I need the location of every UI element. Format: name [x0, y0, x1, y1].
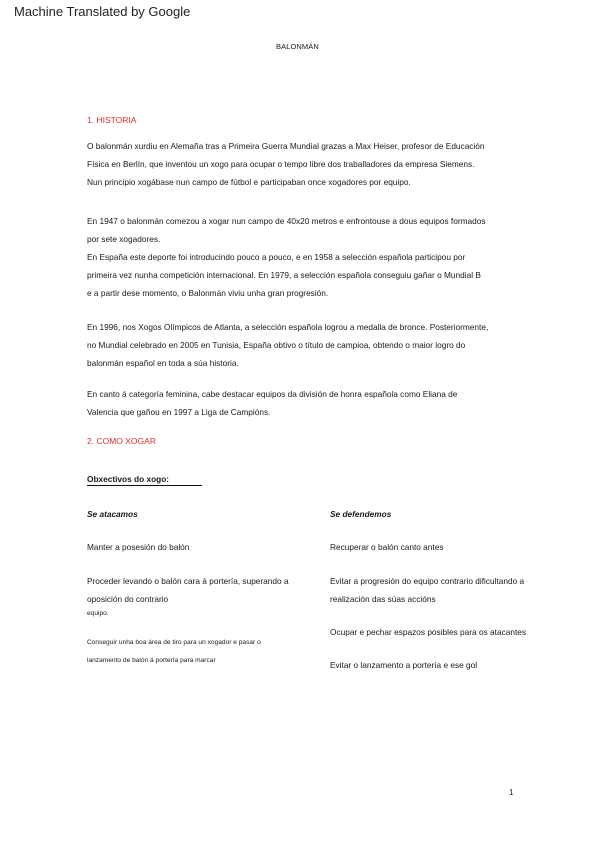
paragraph-line: En 1947 o balonmán comezou a xogar nun campo de 40x20 metros e enfrontouse a dous equipos formados	[87, 216, 486, 226]
paragraph-women	[87, 385, 457, 421]
defend-item-line: Evitar a progresión do equipo contrario dificultando a	[330, 576, 525, 586]
paragraph-development	[87, 212, 486, 302]
attack-item-shooting	[87, 634, 261, 670]
attack-item-line: oposición do contrario	[87, 594, 169, 604]
document-title: BALONMÁN	[276, 42, 319, 51]
defend-item-occupy-spaces: Ocupar e pechar espazos posibles para os atacantes	[330, 627, 527, 637]
paragraph-olympics	[87, 318, 488, 372]
defend-item-prevent-shot: Evitar o lanzamento a portería e ese gol	[330, 660, 478, 670]
defend-item-line: realización das súas accións	[330, 594, 436, 604]
paragraph-line: Nun principio xogábase nun campo de fútbol e participaban once xogadores por equipo.	[87, 177, 411, 187]
defend-column-heading: Se defendemos	[330, 509, 392, 519]
attack-item-advance-tail: equipo.	[87, 610, 109, 617]
attack-item-line: lanzamento de balón á portería para marcar	[87, 657, 216, 664]
paragraph-line: O balonmán xurdiu en Alemaña tras a Primeira Guerra Mundial grazas a Max Heiser, profesor de Educación	[87, 141, 485, 151]
paragraph-line: primeira vez nunha competición internacional. En 1979, a selección española conseguiu gañar o Mundial B	[87, 270, 481, 280]
paragraph-line: e a partir dese momento, o Balonmán viviu unha gran progresión.	[87, 288, 329, 298]
page-number: 1	[509, 788, 514, 797]
paragraph-line: En canto á categoría feminina, cabe destacar equipos da división de honra española como Eliana de	[87, 389, 458, 399]
objectives-label: Obxectivos do xogo:	[87, 474, 170, 484]
paragraph-line: Física en Berlín, que inventou un xogo para ocupar o tempo libre dos traballadores da empresa Siemens.	[87, 159, 475, 169]
paragraph-line: por sete xogadores.	[87, 234, 161, 244]
paragraph-line: En España este deporte foi introducindo pouco a pouco, e en 1958 a selección española participou por	[87, 252, 466, 262]
attack-item-line: Conseguir unha boa área de tiro para un xogador e pasar o	[87, 639, 261, 646]
paragraph-line: En 1996, nos Xogos Olímpicos de Atlanta, a selección española logrou a medalla de bronce. Posteriormente,	[87, 322, 489, 332]
objectives-underline	[87, 485, 202, 486]
section-heading-como-xogar: 2. COMO XOGAR	[87, 436, 156, 446]
defend-item-block-progress	[330, 572, 524, 608]
paragraph-line: balonmán español en toda a súa historia.	[87, 358, 239, 368]
attack-item-advance	[87, 572, 289, 608]
paragraph-line: Valencia que gañou en 1997 a Liga de Campións.	[87, 407, 271, 417]
section-heading-historia: 1. HISTORIA	[87, 115, 137, 125]
attack-item-line: Proceder levando o balón cara á portería, superando a	[87, 576, 289, 586]
attack-column-heading: Se atacamos	[87, 509, 138, 519]
machine-translation-banner: Machine Translated by Google	[14, 4, 191, 19]
defend-item-recover: Recuperar o balón canto antes	[330, 542, 444, 552]
attack-item-possession: Manter a posesión do balón	[87, 542, 190, 552]
paragraph-line: no Mundial celebrado en 2005 en Tunisia, España obtivo o título de campioa, obtendo o maior logro do	[87, 340, 466, 350]
paragraph-origin	[87, 137, 485, 191]
